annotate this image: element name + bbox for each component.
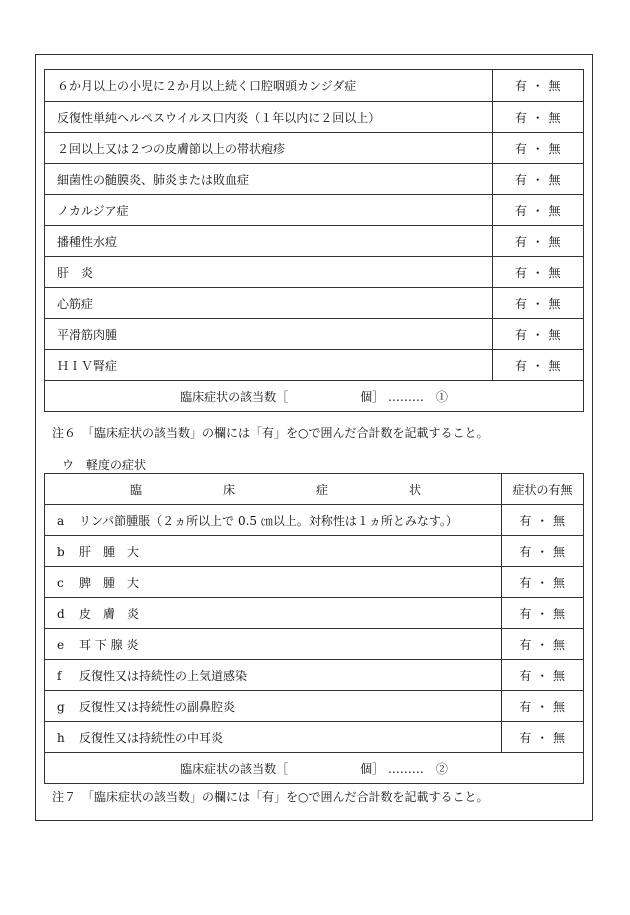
yes-no-choice[interactable]: 有 ・ 無	[493, 164, 584, 195]
yes-no-choice[interactable]: 有 ・ 無	[493, 319, 584, 350]
table-row	[45, 164, 584, 195]
symptom-name: 細菌性の髄膜炎、肺炎または敗血症	[45, 164, 493, 195]
yes-no-choice[interactable]: 有 ・ 無	[502, 691, 584, 722]
table-row	[45, 598, 584, 629]
symptom-name: 肝 炎	[45, 257, 493, 288]
symptom-name: 肝 腫 大	[79, 544, 140, 559]
table-row	[45, 319, 584, 350]
item-letter: g	[57, 699, 65, 714]
symptom-cell	[45, 536, 502, 567]
note-7: 注７ 「臨床症状の該当数」の欄には「有」を○で囲んだ合計数を記載すること。	[52, 790, 489, 804]
symptom-cell	[45, 567, 502, 598]
symptom-name: ＨＩＶ腎症	[45, 350, 493, 381]
header-char: 症	[315, 482, 328, 497]
yes-no-choice[interactable]: 有 ・ 無	[493, 226, 584, 257]
symptom-name: 耳 下 腺 炎	[79, 637, 139, 652]
symptom-name: 反復性又は持続性の上気道感染	[79, 668, 248, 683]
header-row	[45, 474, 584, 505]
yes-no-choice[interactable]: 有 ・ 無	[493, 70, 584, 102]
symptom-table-1	[44, 69, 584, 412]
symptom-name: 脾 腫 大	[79, 575, 140, 590]
table-row	[45, 195, 584, 226]
section-title: ウ 軽度の症状	[62, 458, 147, 472]
table-row	[45, 567, 584, 598]
table-row	[45, 536, 584, 567]
column-header-presence: 症状の有無	[502, 474, 584, 505]
header-char: 状	[408, 482, 421, 497]
symptom-name: 反復性又は持続性の中耳炎	[79, 730, 224, 745]
yes-no-choice[interactable]: 有 ・ 無	[493, 102, 584, 133]
tally-field[interactable]: 臨床症状の該当数［ 個］ ……… ①	[45, 381, 584, 412]
note-6: 注６ 「臨床症状の該当数」の欄には「有」を○で囲んだ合計数を記載すること。	[52, 426, 489, 440]
table-row	[45, 505, 584, 536]
symptom-cell	[45, 505, 502, 536]
symptom-name: 平滑筋肉腫	[45, 319, 493, 350]
symptom-cell	[45, 598, 502, 629]
item-letter: b	[57, 544, 65, 559]
symptom-cell	[45, 629, 502, 660]
yes-no-choice[interactable]: 有 ・ 無	[502, 660, 584, 691]
table-row	[45, 691, 584, 722]
item-letter: d	[57, 606, 65, 621]
table-row	[45, 288, 584, 319]
tally-field[interactable]: 臨床症状の該当数［ 個］ ……… ②	[45, 753, 584, 784]
yes-no-choice[interactable]: 有 ・ 無	[502, 629, 584, 660]
symptom-name: 心筋症	[45, 288, 493, 319]
table-row	[45, 350, 584, 381]
yes-no-choice[interactable]: 有 ・ 無	[502, 505, 584, 536]
yes-no-choice[interactable]: 有 ・ 無	[502, 722, 584, 753]
symptom-table-2	[44, 473, 584, 784]
table-row	[45, 257, 584, 288]
column-header-clinical-symptom	[45, 474, 502, 505]
tally-row	[45, 381, 584, 412]
item-letter: a	[57, 513, 65, 528]
header-char: 床	[222, 482, 235, 497]
table-row	[45, 722, 584, 753]
yes-no-choice[interactable]: 有 ・ 無	[493, 133, 584, 164]
symptom-name: 反復性単純ヘルペスウイルス口内炎（１年以内に２回以上）	[45, 102, 493, 133]
item-letter: e	[57, 637, 65, 652]
symptom-name: 播種性水痘	[45, 226, 493, 257]
symptom-cell	[45, 691, 502, 722]
symptom-name: ６か月以上の小児に２か月以上続く口腔咽頭カンジダ症	[45, 70, 493, 102]
symptom-cell	[45, 722, 502, 753]
symptom-name: 反復性又は持続性の副鼻腔炎	[79, 699, 236, 714]
yes-no-choice[interactable]: 有 ・ 無	[493, 195, 584, 226]
symptom-name: リンパ節腫脹（２ヵ所以上で 0.5 ㎝以上。対称性は１ヵ所とみなす。）	[79, 513, 458, 528]
tally-row	[45, 753, 584, 784]
symptom-name: 皮 膚 炎	[79, 606, 140, 621]
item-letter: c	[57, 575, 64, 590]
yes-no-choice[interactable]: 有 ・ 無	[502, 598, 584, 629]
table-row	[45, 660, 584, 691]
symptom-cell	[45, 660, 502, 691]
table-row	[45, 133, 584, 164]
table-row	[45, 226, 584, 257]
table-row	[45, 102, 584, 133]
header-char: 臨	[130, 482, 143, 497]
table-row	[45, 629, 584, 660]
symptom-name: ２回以上又は２つの皮膚節以上の帯状疱疹	[45, 133, 493, 164]
yes-no-choice[interactable]: 有 ・ 無	[502, 536, 584, 567]
yes-no-choice[interactable]: 有 ・ 無	[493, 288, 584, 319]
table-row	[45, 70, 584, 102]
yes-no-choice[interactable]: 有 ・ 無	[493, 350, 584, 381]
yes-no-choice[interactable]: 有 ・ 無	[493, 257, 584, 288]
item-letter: f	[57, 668, 62, 683]
symptom-name: ノカルジア症	[45, 195, 493, 226]
item-letter: h	[57, 730, 65, 745]
yes-no-choice[interactable]: 有 ・ 無	[502, 567, 584, 598]
